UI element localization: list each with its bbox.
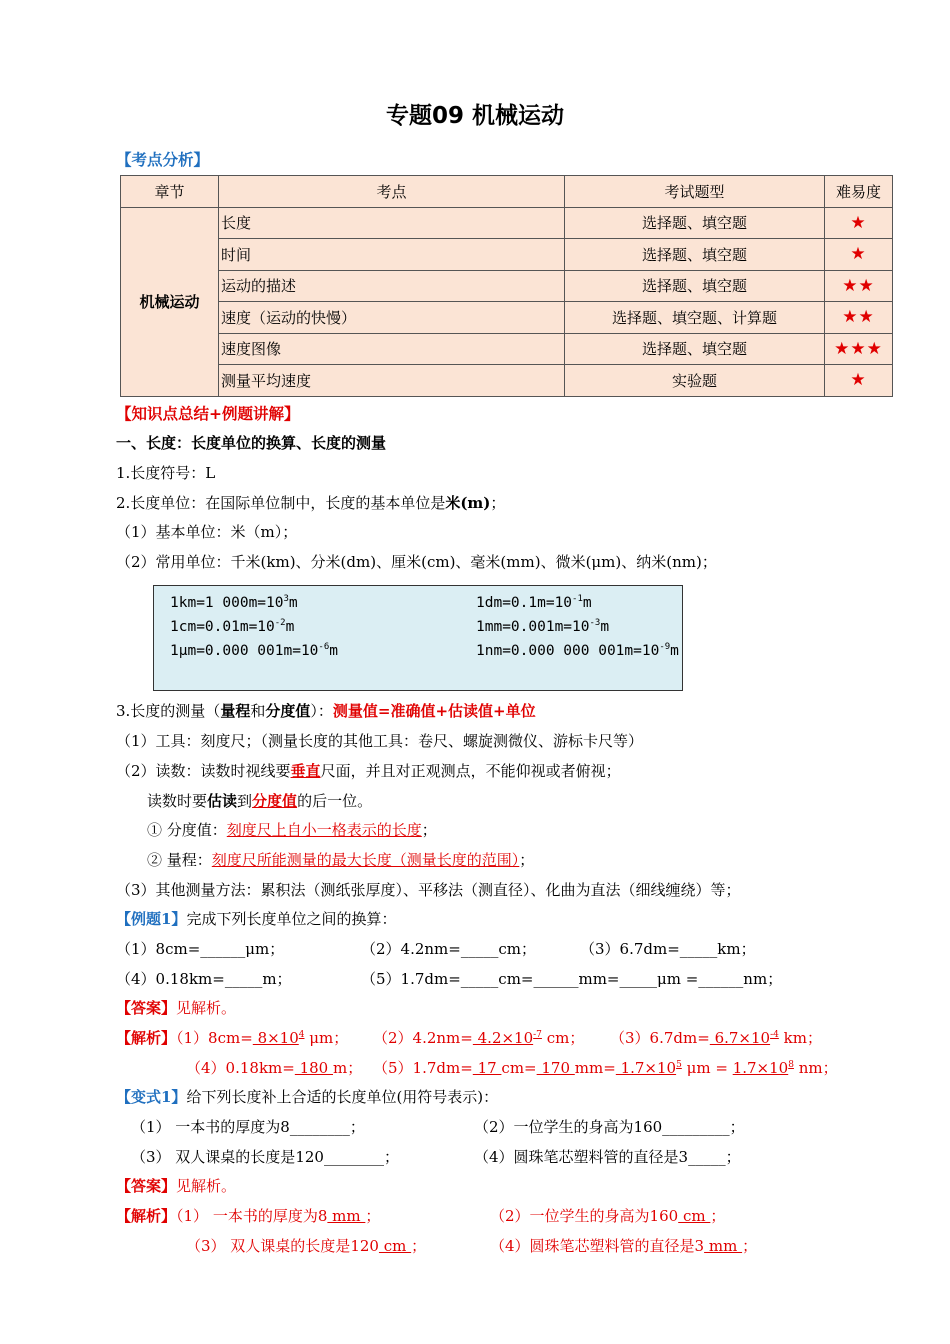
table-header-row <box>121 176 893 208</box>
type-cell: 选择题、填空题 <box>565 239 825 271</box>
solution-line: （3） 双人课桌的长度是120 cm ； <box>186 1237 427 1255</box>
difficulty-stars: ★★ <box>825 270 893 302</box>
header-chapter: 章节 <box>121 176 219 208</box>
chapter-cell: 机械运动 <box>121 207 219 396</box>
answer-line: 【答案】见解析。 <box>116 1177 237 1195</box>
difficulty-stars: ★★ <box>825 302 893 334</box>
page-title: 专题09 机械运动 <box>385 103 564 129</box>
table-row <box>121 333 893 365</box>
paragraph: （2）常用单位：千米(km)、分米(dm)、厘米(cm)、毫米(mm)、微米(μm)、纳米(nm)； <box>116 553 717 571</box>
question: （4）0.18km=_____m； <box>116 970 292 988</box>
conversion-line: $1dm=0.1m=10^{-1}m$ <box>476 594 592 611</box>
question: （3）6.7dm=_____km； <box>580 940 756 958</box>
solution-line: （4）0.18km= 180 m； <box>186 1059 363 1077</box>
topic-cell: 时间 <box>219 239 565 271</box>
paragraph: 1.长度符号：L <box>116 464 216 482</box>
paragraph: （1）基本单位：米（m）； <box>116 523 298 541</box>
question: （1）8cm=______μm； <box>116 940 285 958</box>
paragraph: 3.长度的测量（量程和分度值）：测量值=准确值+估读值+单位 <box>116 702 536 720</box>
header-difficulty: 难易度 <box>825 176 893 208</box>
difficulty-stars: ★ <box>825 365 893 397</box>
table-row <box>121 365 893 397</box>
variant-1: 【变式1】给下列长度补上合适的长度单位(用符号表示)： <box>116 1088 499 1106</box>
summary-heading: 【知识点总结+例题讲解】 <box>116 405 300 423</box>
solution-line: （2）一位学生的身高为160 cm ； <box>490 1207 726 1225</box>
type-cell: 选择题、填空题 <box>565 333 825 365</box>
topic-cell: 速度图像 <box>219 333 565 365</box>
question: （1） 一本书的厚度为8________； <box>131 1118 365 1136</box>
example-1: 【例题1】完成下列长度单位之间的换算： <box>116 910 397 928</box>
paragraph: 2.长度单位：在国际单位制中，长度的基本单位是米(m)； <box>116 494 506 512</box>
table-row <box>121 270 893 302</box>
topic-cell: 测量平均速度 <box>219 365 565 397</box>
paragraph: ② 量程：刻度尺所能测量的最大长度（测量长度的范围）； <box>147 851 535 869</box>
topic-cell: 长度 <box>219 207 565 239</box>
question: （2）一位学生的身高为160_________； <box>474 1118 745 1136</box>
type-cell: 选择题、填空题 <box>565 207 825 239</box>
analysis-table <box>120 175 893 397</box>
type-cell: 选择题、填空题 <box>565 270 825 302</box>
conversion-line: $1mm=0.001m=10^{-3}m$ <box>476 618 610 635</box>
question: （4）圆珠笔芯塑料管的直径是3_____； <box>474 1148 741 1166</box>
topic-cell: 运动的描述 <box>219 270 565 302</box>
difficulty-stars: ★ <box>825 239 893 271</box>
table-row <box>121 302 893 334</box>
question: （5）1.7dm=_____cm=______mm=_____μm =______nm； <box>361 970 783 988</box>
header-type: 考试题型 <box>565 176 825 208</box>
type-cell: 实验题 <box>565 365 825 397</box>
solution-line: 【解析】$(1)8cm= 8\times 10^4$ μm； <box>116 1029 349 1047</box>
type-cell: 选择题、填空题、计算题 <box>565 302 825 334</box>
solution-line: 【解析】（1） 一本书的厚度为8 mm ； <box>116 1207 381 1225</box>
answer-line: 【答案】见解析。 <box>116 999 237 1017</box>
table-row <box>121 239 893 271</box>
section-heading: 一、长度：长度单位的换算、长度的测量 <box>116 434 387 452</box>
paragraph: （3）其他测量方法：累积法（测纸张厚度）、平移法（测直径）、化曲为直法（细线缠绕）等； <box>116 881 741 899</box>
solution-line: $(2)4.2nm= 4.2\times 10^{-7}$ cm； <box>373 1029 585 1047</box>
question: （2）4.2nm=_____cm； <box>361 940 536 958</box>
unit-conversion-box <box>153 585 683 691</box>
paragraph: （2）读数：读数时视线要垂直尺面，并且对正观测点，不能仰视或者俯视； <box>116 762 621 780</box>
difficulty-stars: ★★★ <box>825 333 893 365</box>
difficulty-stars: ★ <box>825 207 893 239</box>
analysis-heading: 【考点分析】 <box>116 151 210 169</box>
conversion-line: 1μm=0.000 $001m=10^{-6}m$ <box>170 642 338 659</box>
header-topic: 考点 <box>219 176 565 208</box>
paragraph: ① 分度值：刻度尺上自小一格表示的长度； <box>147 821 437 839</box>
conversion-line: 1km=1 $000m=10^3m$ <box>170 594 298 611</box>
solution-line: $(3)6.7dm= 6.7\times 10^{-4}$ km； <box>610 1029 822 1047</box>
question: （3） 双人课桌的长度是120________； <box>131 1148 399 1166</box>
conversion-line: 1nm=0.000 000 $001m=10^{-9}m$ <box>476 642 679 659</box>
topic-cell: 速度（运动的快慢） <box>219 302 565 334</box>
paragraph: （1）工具：刻度尺；（测量长度的其他工具：卷尺、螺旋测微仪、游标卡尺等） <box>116 732 644 750</box>
solution-line: （4）圆珠笔芯塑料管的直径是3 mm ； <box>490 1237 758 1255</box>
conversion-line: $1cm=0.01m=10^{-2}m$ <box>170 618 295 635</box>
table-row <box>121 207 893 239</box>
solution-line: （5）1.7dm= 17 cm= 170 $mm= 1.7\times 10^5$ $\mu m = 1.7\times 10^8$ nm； <box>373 1059 838 1077</box>
paragraph: 读数时要估读到分度值的后一位。 <box>147 792 373 810</box>
